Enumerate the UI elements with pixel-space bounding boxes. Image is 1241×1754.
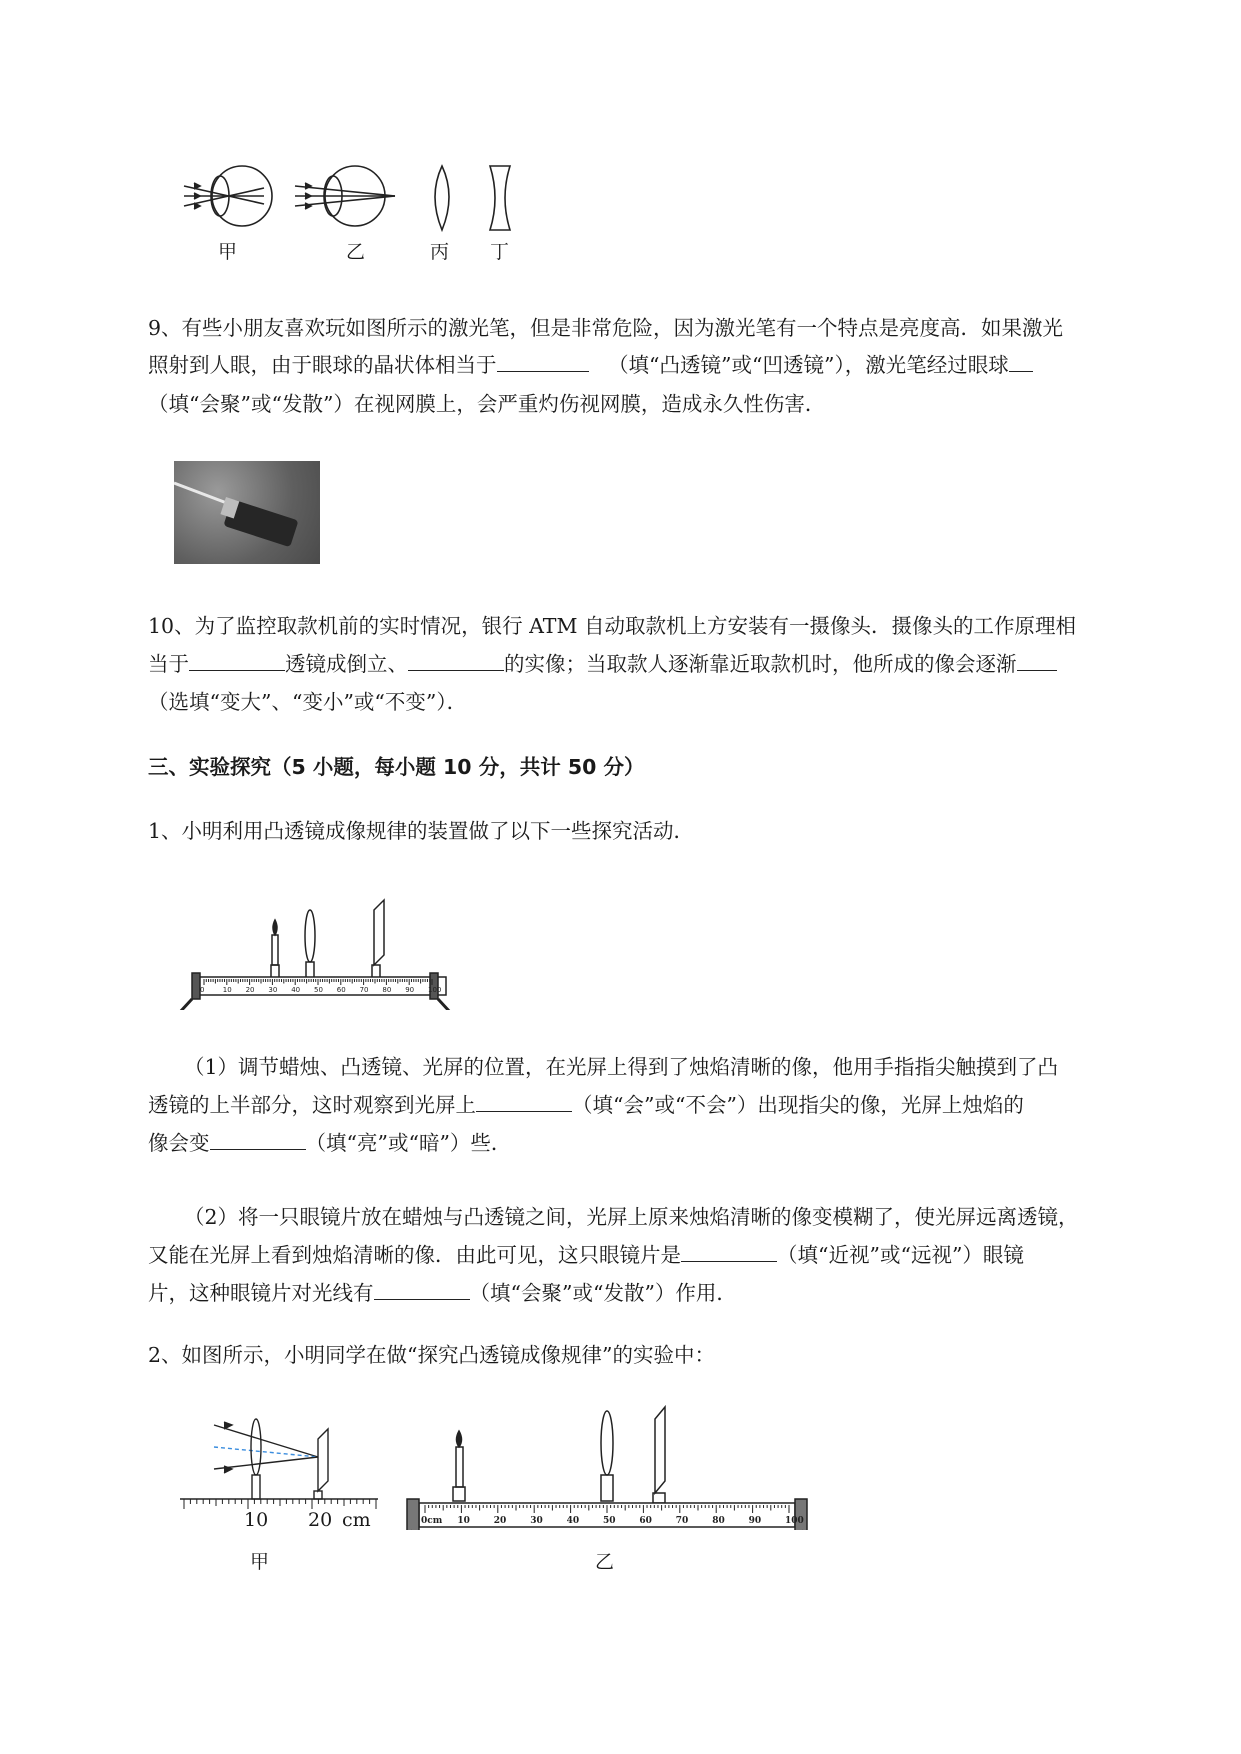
q10-line-2-text-a: 当于 [148,652,189,676]
e1-blank-glasses[interactable] [681,1239,777,1262]
bench-tick-label: 0cm [421,1516,443,1526]
caption-yi: 乙 [346,241,366,263]
optical-bench-figure-1 [178,880,458,1010]
bench-tick-label: 50 [603,1516,616,1526]
unit-cm: cm [342,1509,371,1531]
bench-tick-label: 60 [639,1516,652,1526]
e1-p2-line-1: （2）将一只眼镜片放在蜡烛与凸透镜之间，光屏上原来烛焰清晰的像变模糊了，使光屏远离透镜， [184,1205,1079,1229]
q10-blank-change[interactable] [1017,648,1057,671]
e1-intro: 1、小明利用凸透镜成像规律的装置做了以下一些探究活动． [148,819,695,843]
bench-tick-label: 10 [457,1516,470,1526]
focal-length-figure [178,1405,378,1573]
caption-bing: 丙 [430,241,450,263]
laser-pen-image [174,461,320,564]
bench-tick-label: 30 [530,1516,543,1526]
optical-bench-2 [385,1395,830,1530]
optical-bench-figure-2 [385,1395,830,1573]
bench-tick-label: 90 [748,1516,762,1526]
e1-p2-line-2-text-a: 又能在光屏上看到烛焰清晰的像．由此可见，这只眼镜片是 [148,1243,681,1267]
q9-line-1: 9、有些小朋友喜欢玩如图所示的激光笔，但是非常危险，因为激光笔有一个特点是亮度高．如果激光 [148,316,1064,340]
e1-p2-line-3-text-b: （填“会聚”或“发散”）作用． [469,1281,737,1305]
caption-ding: 丁 [490,241,510,263]
e1-p2-line-2 [148,1236,1148,1274]
e1-p1-line-3-text-b: （填“亮”或“暗”）些． [305,1131,512,1155]
caption-yi-2: 乙 [595,1551,615,1573]
caption-jia: 甲 [218,241,238,263]
q9-line-2-text-a: 照射到人眼，由于眼球的晶状体相当于 [148,353,497,377]
bench-tick-label: 20 [245,986,255,994]
e1-p2-line-3-text-a: 片，这种眼镜片对光线有 [148,1281,374,1305]
e1-blank-fingertip[interactable] [476,1089,572,1112]
tick-label-20: 20 [308,1509,333,1531]
e1-p2-line-3 [148,1274,1148,1312]
q10-blank-image-size[interactable] [408,648,504,671]
optical-bench-1 [178,880,458,1010]
bench-tick-label: 40 [566,1516,580,1526]
bench-tick-label: 40 [291,986,301,994]
q9-blank-lens[interactable] [497,349,589,372]
bench-tick-label: 60 [336,986,346,994]
q9-blank-converge[interactable] [1009,349,1033,372]
e1-p1-line-1: （1）调节蜡烛、凸透镜、光屏的位置，在光屏上得到了烛焰清晰的像，他用手指指尖触摸到了凸 [184,1055,1059,1079]
bench-tick-label: 70 [675,1516,689,1526]
e2-intro: 2、如图所示，小明同学在做“探究凸透镜成像规律”的实验中： [148,1343,716,1367]
q10-line-2-text-b: 透镜成倒立、 [285,652,408,676]
e1-blank-brightness[interactable] [210,1127,306,1150]
section-title: 三、实验探究（5 小题，每小题 10 分，共计 50 分） [148,755,645,779]
laser-pen-photo [174,461,320,564]
q10-blank-lens-type[interactable] [189,648,285,671]
e1-p1-line-3 [148,1124,1148,1162]
e1-p2-line-2-text-b: （填“近视”或“远视”）眼镜 [777,1243,1024,1267]
q9-line-3: （填“会聚”或“发散”）在视网膜上，会严重灼伤视网膜，造成永久性伤害． [148,392,826,416]
eye-lens-figure [180,160,540,265]
q9-line-2 [148,346,1148,384]
bench-tick-label: 80 [712,1516,725,1526]
bench-tick-label: 20 [493,1516,507,1526]
bench-tick-label: 100 [428,986,442,994]
eye-lens-diagram [180,160,540,240]
e1-blank-effect[interactable] [374,1277,470,1300]
bench-tick-label: 0 [200,986,205,994]
bench-tick-label: 80 [382,986,392,994]
e1-p1-line-2-text-b: （填“会”或“不会”）出现指尖的像，光屏上烛焰的 [572,1093,1024,1117]
bench-tick-label: 90 [405,986,415,994]
q10-line-2 [148,645,1148,683]
e1-p1-line-2-text-a: 透镜的上半部分，这时观察到光屏上 [148,1093,476,1117]
q10-line-1: 10、为了监控取款机前的实时情况，银行 ATM 自动取款机上方安装有一摄像头．摄像头的工作原理相 [148,614,1076,638]
bench-tick-label: 10 [222,986,232,994]
tick-label-10: 10 [244,1509,269,1531]
q10-line-3: （选填“变大”、“变小”或“不变”）． [148,690,468,714]
e1-p1-line-3-text-a: 像会变 [148,1131,210,1155]
bench-tick-label: 30 [268,986,278,994]
focal-length-diagram [178,1405,378,1525]
e1-p1-line-2 [148,1086,1148,1124]
q9-line-2-text-b: （填“凸透镜”或“凹透镜”），激光笔经过眼球 [608,353,1009,377]
caption-jia-2: 甲 [250,1551,270,1573]
bench-tick-label: 50 [314,986,323,994]
bench-tick-label: 70 [359,986,369,994]
q10-line-2-text-c: 的实像；当取款人逐渐靠近取款机时，他所成的像会逐渐 [504,652,1017,676]
bench-tick-label: 100 [785,1516,804,1526]
